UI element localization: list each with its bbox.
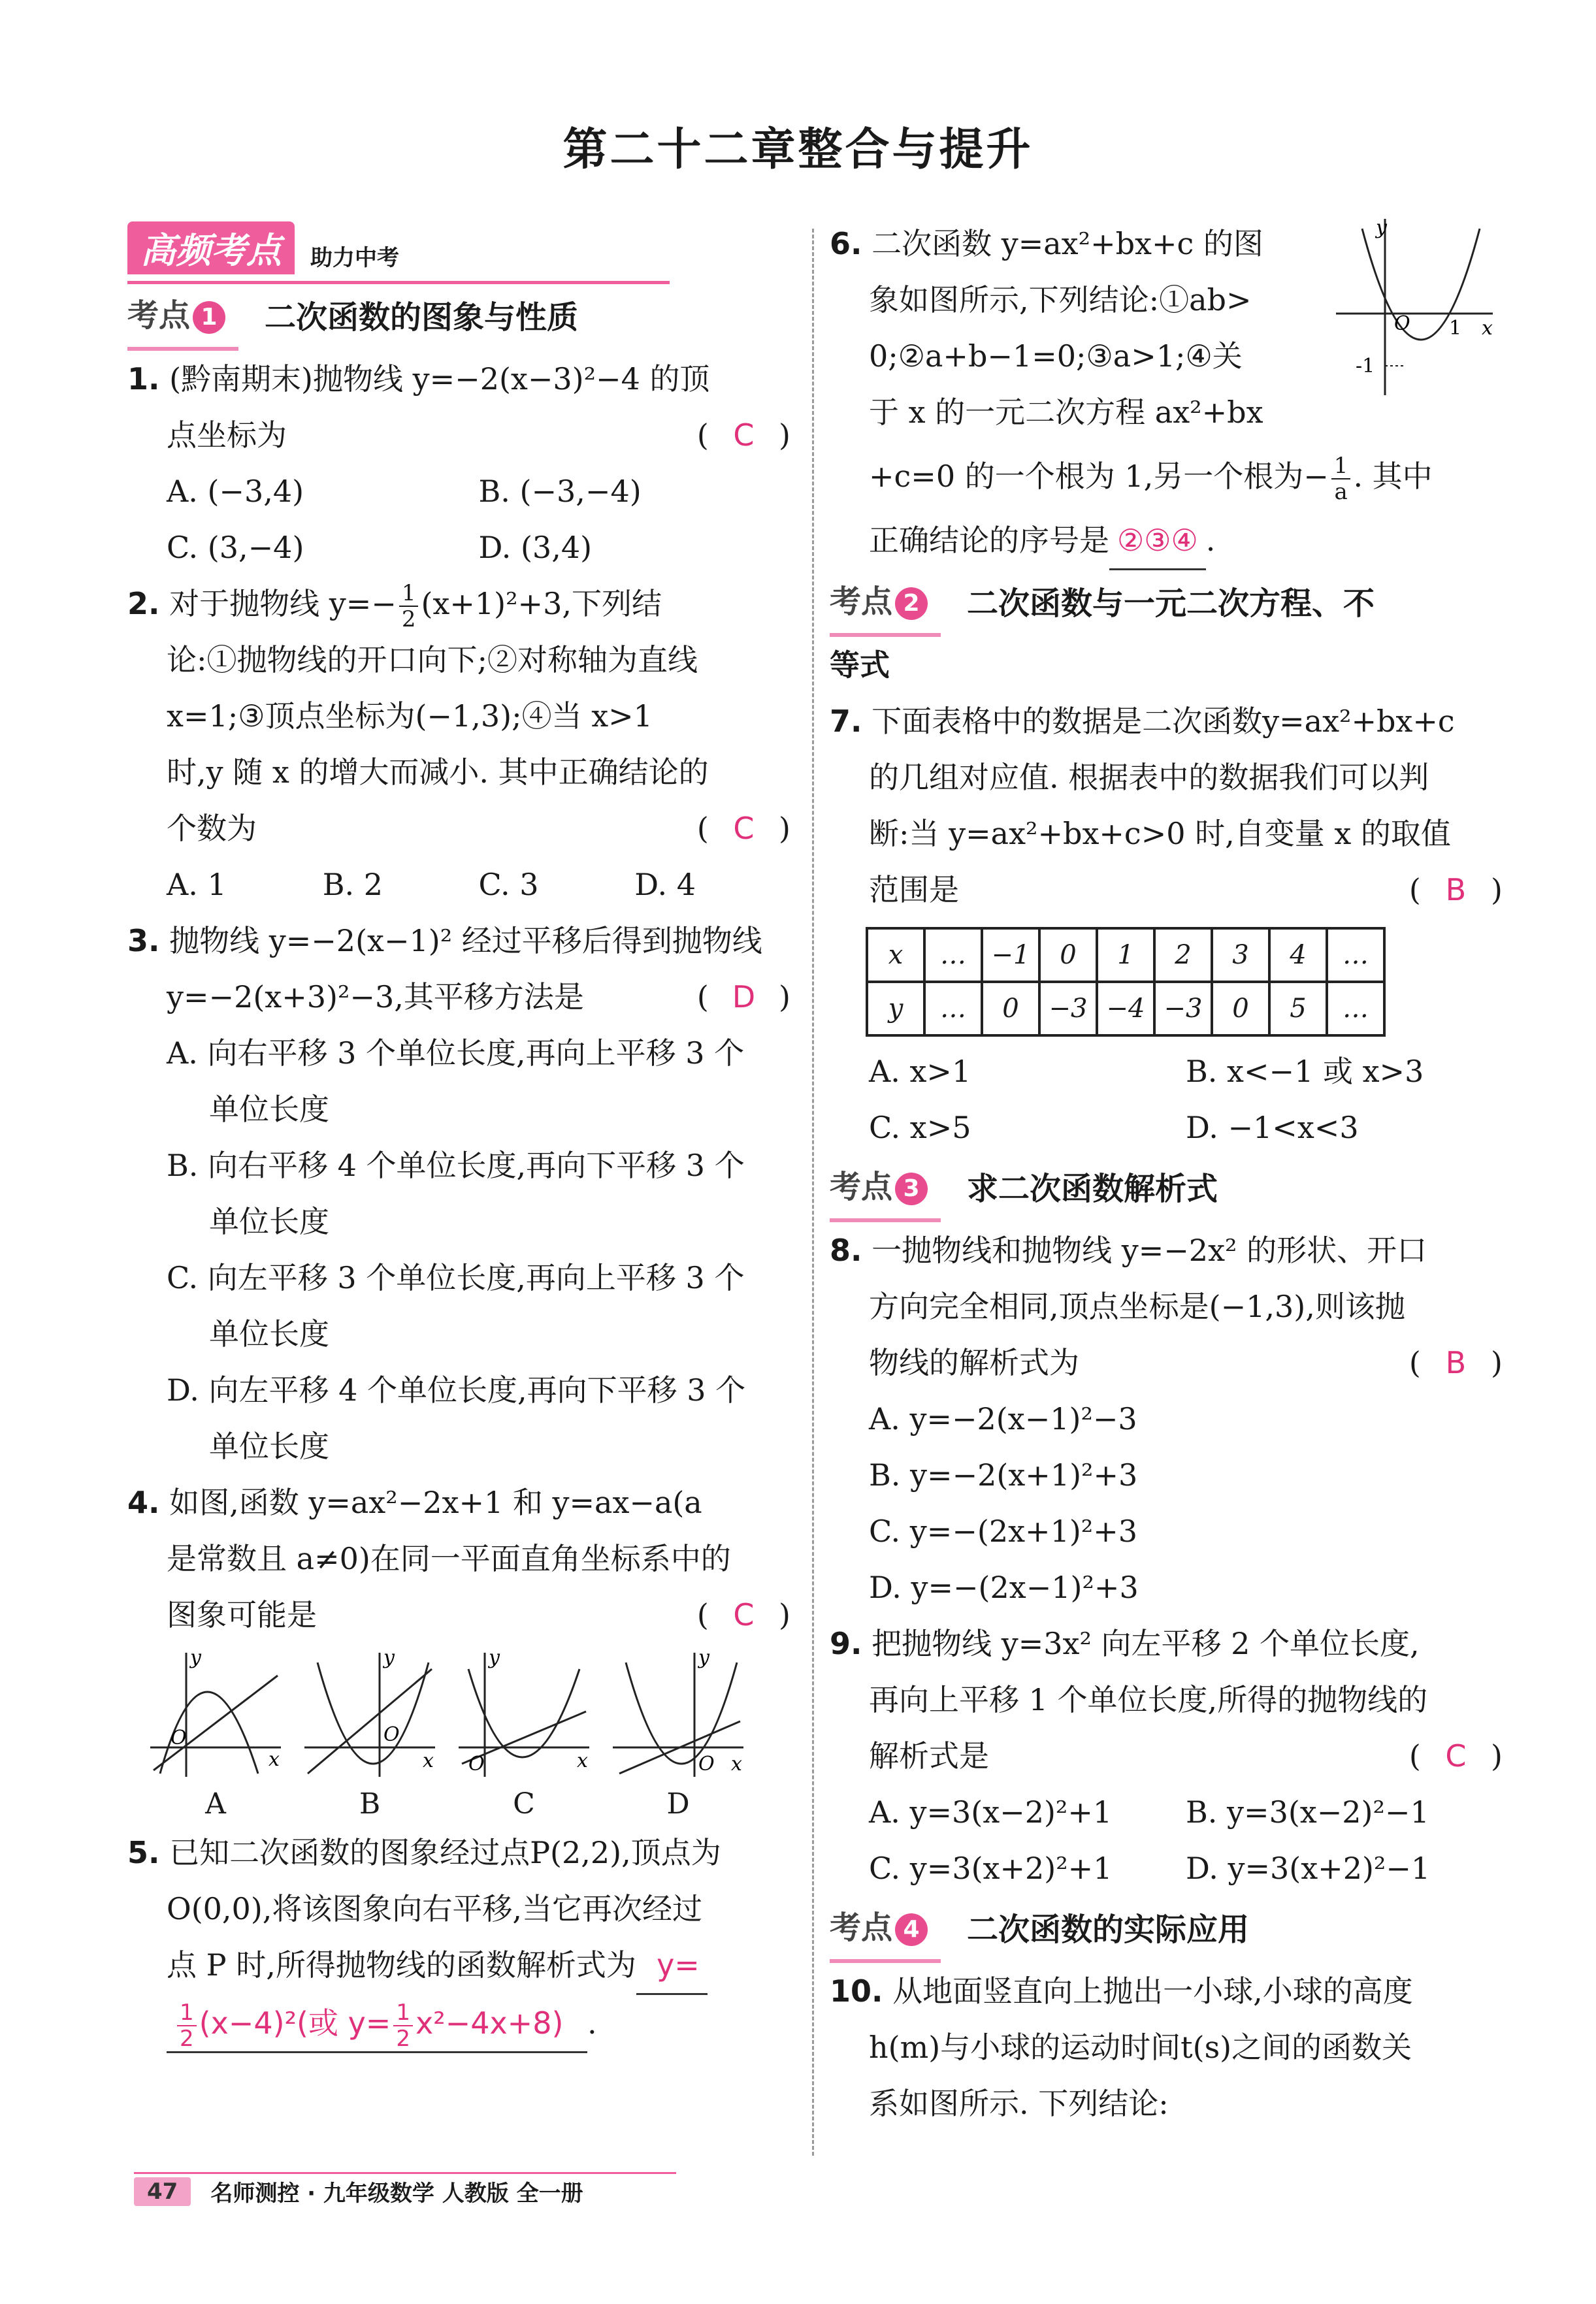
answer-blank: $\frac{1}{2}$ (x−4)²(或 y= $\frac{1}{2}$ x²−4x+8) bbox=[167, 1995, 587, 2053]
graph-d: y x O D bbox=[610, 1649, 747, 1821]
kp-number-badge: 4 bbox=[895, 1913, 928, 1946]
question-9: 9. 把抛物线 y=3x² 向左平移 2 个单位长度, 再向上平移 1 个单位长度,所得的抛物线的 解析式是 ( C ) A. y=3(x−2)²+1 B. y=3(x−2)²−1 C. y=3(x+2)²+1 D. y=3(x+2)²−1 bbox=[830, 1615, 1503, 1896]
svg-text:x: x bbox=[1482, 317, 1493, 340]
kp-number-badge: 1 bbox=[193, 301, 225, 334]
kp-title: 二次函数的图象与性质 bbox=[265, 299, 579, 336]
graph-a: y x O A bbox=[147, 1649, 284, 1821]
kp-number-badge: 3 bbox=[895, 1173, 928, 1205]
kp-title-cont: 等式 bbox=[830, 647, 890, 683]
kp3-heading bbox=[830, 1156, 1503, 1222]
graph-c-figure bbox=[455, 1649, 593, 1780]
q4-graphs bbox=[127, 1649, 790, 1821]
footer-text: 名师测控 · 九年级数学 人教版 全一册 bbox=[210, 2181, 583, 2207]
question-7: 7. 下面表格中的数据是二次函数y=ax²+bx+c 的几组对应值. 根据表中的数据我们可以判 断:当 y=ax²+bx+c>0 时,自变量 x 的取值 范围是 ( B ) x … −1 0 1 2 3 4 … y … 0 −3 −4 −3 0 5 … A. x>1 B. x<−1 或 x>3 C. x>5 D. −1<x<3 bbox=[830, 693, 1503, 1156]
svg-text:x: x bbox=[423, 1749, 434, 1772]
svg-text:O: O bbox=[698, 1753, 715, 1776]
answer: C bbox=[733, 417, 755, 453]
kp1-heading bbox=[127, 284, 790, 351]
options: A. x>1 B. x<−1 或 x>3 bbox=[869, 1054, 1424, 1089]
kp-label: 考点 4 bbox=[830, 1896, 941, 1963]
graph-b-figure bbox=[301, 1649, 438, 1780]
value-table bbox=[866, 927, 1386, 1037]
answer: D bbox=[732, 979, 756, 1014]
svg-text:y: y bbox=[698, 1649, 709, 1669]
svg-text:y: y bbox=[489, 1649, 500, 1669]
kp-label: 考点 1 bbox=[127, 284, 238, 351]
kp-label: 考点 2 bbox=[830, 570, 941, 637]
answer: C bbox=[733, 811, 755, 846]
answer: B bbox=[1445, 1345, 1467, 1380]
question-4: 4. 如图,函数 y=ax²−2x+1 和 y=ax−a(a 是常数且 a≠0)在同一平面直角坐标系中的 图象可能是 ( C ) y x O A y x O B y x O C y x O D bbox=[127, 1485, 790, 1821]
kp4-heading bbox=[830, 1896, 1503, 1963]
question-1: 1. (黔南期末)抛物线 y=−2(x−3)²−4 的顶 点坐标为 ( C ) A. (−3,4) B. (−3,−4) C. (3,−4) D. (3,4) bbox=[127, 351, 790, 576]
kp-title: 求二次函数解析式 bbox=[967, 1171, 1218, 1207]
section-banner bbox=[127, 216, 790, 274]
banner-sub: 助力中考 bbox=[310, 245, 399, 271]
svg-text:-1: -1 bbox=[1356, 355, 1375, 378]
answer: B bbox=[1445, 872, 1467, 907]
left-column bbox=[127, 216, 790, 2053]
graph-c: y x O C bbox=[455, 1649, 593, 1821]
page-footer bbox=[134, 2175, 583, 2207]
kp-title: 二次函数的实际应用 bbox=[967, 1911, 1250, 1948]
graph-a-figure bbox=[147, 1649, 284, 1780]
kp-label: 考点 3 bbox=[830, 1156, 941, 1222]
svg-text:x: x bbox=[577, 1749, 588, 1772]
q6-graph bbox=[1333, 216, 1496, 398]
svg-text:1: 1 bbox=[1449, 317, 1462, 340]
options: C. (3,−4) D. (3,4) bbox=[167, 530, 593, 565]
banner-label: 高频考点 bbox=[127, 221, 295, 274]
answer-blank: y= bbox=[636, 1937, 708, 1995]
svg-text:y: y bbox=[1376, 216, 1387, 239]
svg-text:O: O bbox=[171, 1727, 187, 1749]
right-column bbox=[830, 216, 1503, 2132]
question-5: 5. 已知二次函数的图象经过点P(2,2),顶点为 O(0,0),将该图象向右平移,当它再次经过 点 P 时,所得抛物线的函数解析式为 y= $\frac{1}{2}$ (x−4)²(或 y= $\frac{1}{2}$ x²−4x+8) . bbox=[127, 1825, 790, 2053]
question-8: 8. 一抛物线和抛物线 y=−2x² 的形状、开口 方向完全相同,顶点坐标是(−1,3),则该抛 物线的解析式为 ( B ) A. y=−2(x−1)²−3 B. y=−2(x+1)²+3 C. y=−(2x+1)²+3 D. y=−(2x−1)²+3 bbox=[830, 1233, 1503, 1605]
kp-number-badge: 2 bbox=[895, 587, 928, 620]
graph-b: y x O B bbox=[301, 1649, 438, 1821]
question-10: 10. 从地面竖直向上抛出一小球,小球的高度 h(m)与小球的运动时间t(s)之间的函数关 系如图所示. 下列结论: bbox=[830, 1973, 1413, 2121]
options: C. x>5 D. −1<x<3 bbox=[869, 1110, 1359, 1145]
options: A. (−3,4) B. (−3,−4) bbox=[167, 474, 642, 509]
svg-text:O: O bbox=[383, 1723, 400, 1746]
question-2: 2. 对于抛物线 y=− $\frac{1}{2}$ (x+1)²+3,下列结 论:①抛物线的开口向下;②对称轴为直线 x=1;③顶点坐标为(−1,3);④当 x>1 时,y 随 x 的增大而减小. 其中正确结论的 个数为 ( C ) A. 1 B. 2 C. 3 D. 4 bbox=[127, 576, 790, 913]
options: A. y=3(x−2)²+1 B. y=3(x−2)²−1 bbox=[869, 1794, 1429, 1830]
page-title: 第二十二章整合与提升 bbox=[562, 124, 1034, 176]
options: A. 1 B. 2 C. 3 D. 4 bbox=[167, 867, 696, 902]
svg-text:O: O bbox=[1394, 312, 1410, 335]
svg-text:O: O bbox=[468, 1753, 485, 1776]
page-number: 47 bbox=[134, 2177, 191, 2206]
column-divider bbox=[812, 229, 814, 2156]
answer-blank: ②③④ bbox=[1109, 512, 1206, 570]
footer-rule bbox=[134, 2172, 676, 2174]
question-3: 3. 抛物线 y=−2(x−1)² 经过平移后得到抛物线 y=−2(x+3)²−3,其平移方法是 ( D ) A. 向右平移 3 个单位长度,再向上平移 3 个 单位长度 B. 向右平移 4 个单位长度,再向下平移 3 个 单位长度 C. 向左平移 3 个单位长度,再向上平移 3 个 单位长度 D. 向左平移 4 个单位长度,再向下平移 3 个 单位长度 bbox=[127, 923, 790, 1464]
answer: C bbox=[1445, 1738, 1467, 1774]
question-6: y x O 1 -1 6. 二次函数 y=ax²+bx+c 的图 象如图所示,下列结论:①ab> 0;②a+b−1=0;③a>1;④关 于 x 的一元二次方程 ax²+bx +c=0 的一个根为 1,另一个根为− $\frac{1}{a}$ . 其中 正确结论的序号是 ②③④ . bbox=[830, 216, 1503, 570]
svg-text:y: y bbox=[383, 1649, 395, 1669]
options: C. y=3(x+2)²+1 D. y=3(x+2)²−1 bbox=[869, 1851, 1431, 1886]
kp-title: 二次函数与一元二次方程、不 bbox=[967, 585, 1375, 622]
svg-text:x: x bbox=[731, 1753, 742, 1776]
answer: C bbox=[733, 1597, 755, 1632]
svg-text:x: x bbox=[269, 1748, 280, 1771]
svg-text:y: y bbox=[190, 1649, 201, 1669]
table-row: y … 0 −3 −4 −3 0 5 … bbox=[867, 982, 1384, 1035]
kp2-heading bbox=[830, 570, 1503, 637]
table-row: x … −1 0 1 2 3 4 … bbox=[867, 928, 1384, 982]
graph-d-figure bbox=[610, 1649, 747, 1780]
